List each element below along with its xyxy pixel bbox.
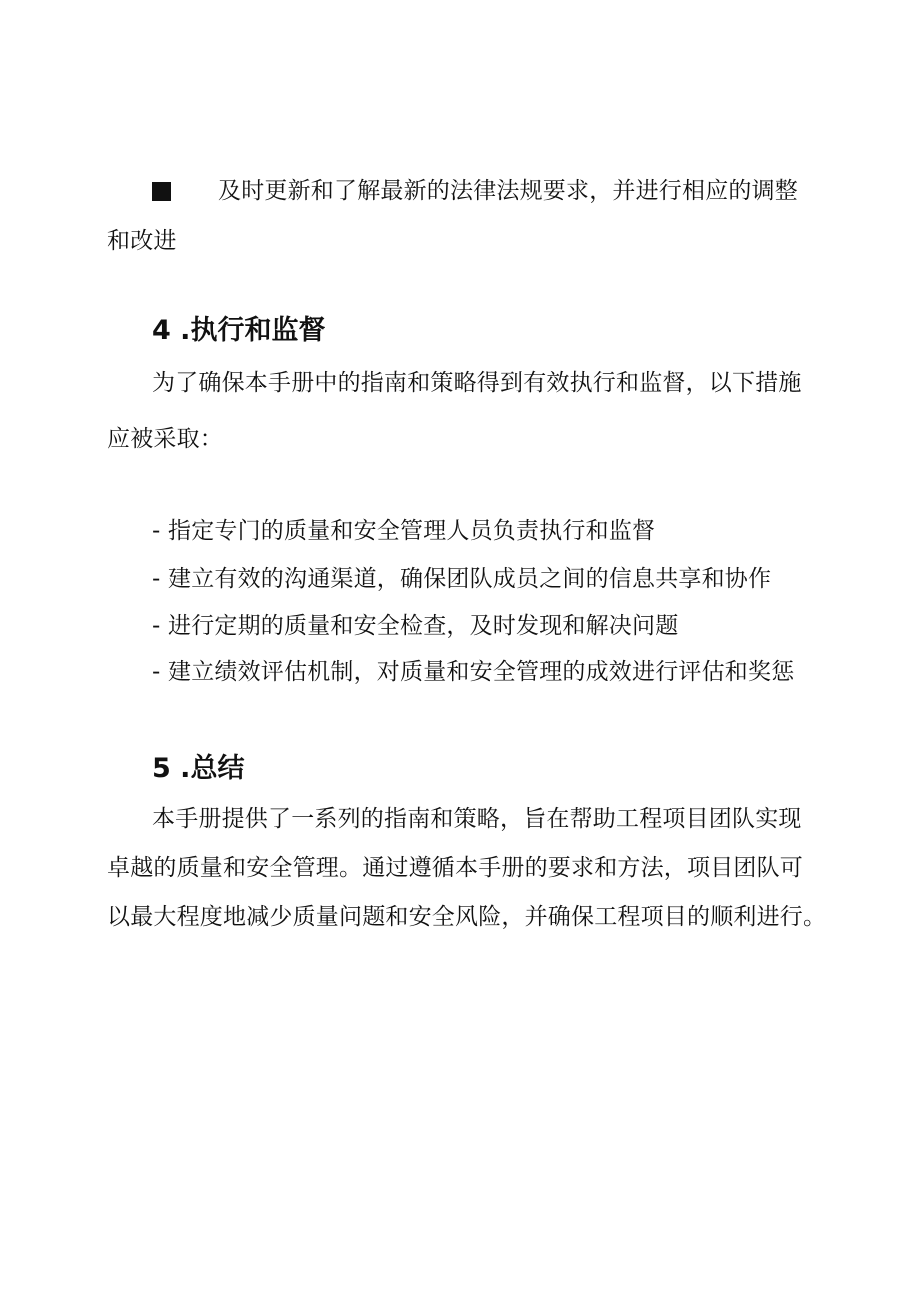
- section-4-heading: 4 .执行和监督: [152, 315, 326, 346]
- square-bullet-icon: [152, 182, 171, 201]
- section-5-para-line-2: 卓越的质量和安全管理。通过遵循本手册的要求和方法，项目团队可: [107, 855, 803, 881]
- section-5-heading: 5 .总结: [152, 753, 245, 784]
- list-item: - 进行定期的质量和安全检查，及时发现和解决问题: [152, 613, 679, 639]
- section-4-intro-line-1: 为了确保本手册中的指南和策略得到有效执行和监督，以下措施: [152, 370, 802, 396]
- list-item: - 建立有效的沟通渠道，确保团队成员之间的信息共享和协作: [152, 566, 772, 592]
- list-item: - 指定专门的质量和安全管理人员负责执行和监督: [152, 518, 656, 544]
- section-4-intro-line-2: 应被采取：: [107, 426, 223, 452]
- list-item: - 建立绩效评估机制，对质量和安全管理的成效进行评估和奖惩: [152, 659, 795, 685]
- section-5-para-line-3: 以最大程度地减少质量问题和安全风险，并确保工程项目的顺利进行。: [107, 904, 827, 930]
- section-5-para-line-1: 本手册提供了一系列的指南和策略，旨在帮助工程项目团队实现: [152, 806, 802, 832]
- top-item-line-2: 和改进: [107, 228, 177, 254]
- top-item-line-1: 及时更新和了解最新的法律法规要求，并进行相应的调整: [218, 178, 798, 204]
